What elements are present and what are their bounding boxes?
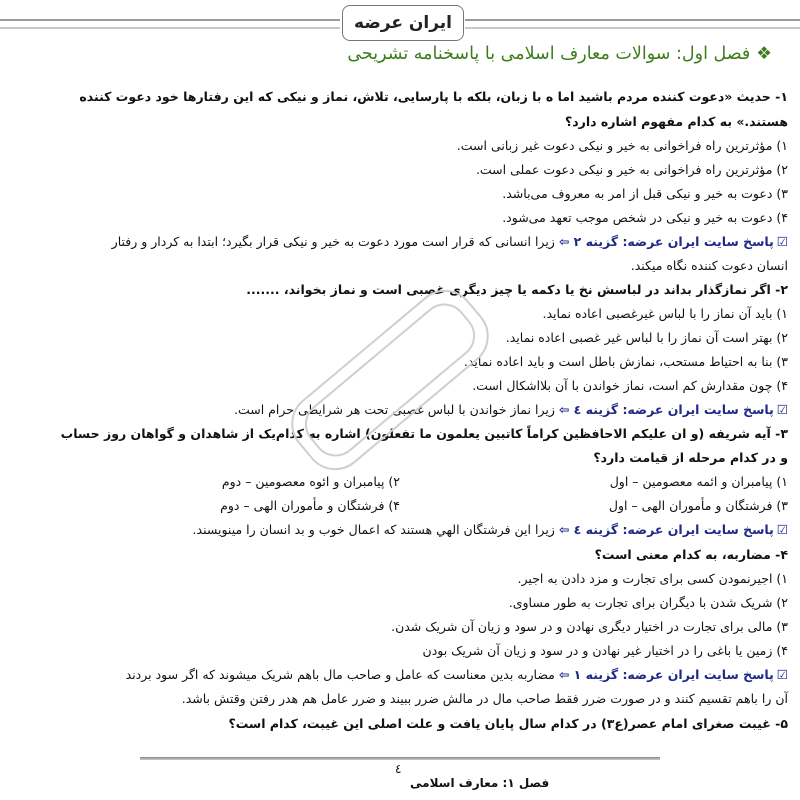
checkbox-icon: ☑ [776,234,788,249]
answer-text: زیرا این فرشتگان الهي هستند که اعمال خوب و بد انسان را مینویسند. [192,522,555,537]
q1-answer-cont: انسان دعوت کننده نگاه میکند. [630,258,788,273]
q2-option-4: ۴) چون مقدارش کم است، نماز خواندن با آن بلااشکال است. [472,378,788,393]
q2-answer [234,402,788,417]
checkbox-icon: ☑ [776,402,788,417]
site-logo [342,5,464,41]
question-5: ۵- غیبت صغرای امام عصر(ع۳) در کدام سال پایان یافت و علت اصلی این غیبت، کدام است؟ [228,716,788,731]
q1-answer [112,234,788,249]
question-3-line-2: و در کدام مرحله از قیامت دارد؟ [593,450,788,465]
question-4: ۴- مضاربه، به کدام معنی است؟ [594,547,788,562]
header-rule-left [0,19,340,29]
answer-text: زیرا نماز خواندن با لباس غصبی تحت هر شرایطی حرام است. [233,402,555,417]
q1-option-4: ۴) دعوت به خیر و نیکی در شخص موجب تعهد می‌شود. [502,210,788,225]
q1-option-2: ۲) مؤثرترین راه فراخوانی به خیر و نیکی دعوت عملی است. [475,162,788,177]
q3-answer [193,522,788,537]
question-2: ۲- اگر نمازگذار بداند در لباسش نخ یا دکمه یا چیز دیگری غصبی است و نماز بخواند، ....... [246,282,788,297]
chapter-title-text: فصل اول: سوالات معارف اسلامی با پاسخنامه تشریحی [347,44,751,64]
answer-label: پاسخ سایت ایران عرضه: گزینه ٤ ⇦ [558,402,774,417]
q3-option-1: ۱) پیامبران و ائمه معصومین – اول [609,474,788,489]
four-diamond-bullet-icon: ❖ [756,44,772,64]
question-1-line-2: هستند.» به کدام مفهوم اشاره دارد؟ [565,114,788,129]
answer-text: زیرا انسانی که قرار است مورد دعوت به خیر و نیکی قرار بگیرد؛ ابتدا به کردار و رفتار [111,234,555,249]
answer-label: پاسخ سایت ایران عرضه: گزینه ۱ ⇦ [558,667,774,682]
answer-text: مضاربه بدین معناست که عامل و صاحب مال باهم شریک میشوند که اگر سود بردند [125,667,555,682]
q4-option-2: ۲) شریک شدن با دیگران برای تجارت به طور مساوی. [508,595,788,610]
answer-label: پاسخ سایت ایران عرضه: گزینه ٤ ⇦ [558,522,774,537]
q3-option-4: ۴) فرشتگان و مأموران الهی – دوم [220,498,400,513]
q4-answer-cont: آن را باهم تقسیم کنند و در صورت ضرر فقط صاحب مال در مالش ضرر ببیند و ضرر عامل هم هدر رفتن وقتش باشد. [181,691,788,706]
q4-option-4: ۴) زمین یا باغی را در اختیار غیر نهادن و در سود و زیان آن شریک بودن [422,643,788,658]
footer-chapter: فصل ۱: معارف اسلامی [410,776,550,790]
q1-option-1: ۱) مؤثرترین راه فراخوانی به خیر و نیکی دعوت غیر زبانی است. [456,138,788,153]
checkbox-icon: ☑ [776,667,788,682]
q2-option-1: ۱) باید آن نماز را با لباس غیرغصبی اعاده نماید. [542,306,788,321]
q2-option-3: ۳) بنا به احتیاط مستحب، نمازش باطل است و باید اعاده نماید. [463,354,788,369]
page-number: ٤ [395,762,402,776]
header-rule-right [465,19,800,29]
q3-option-2: ۲) پیامبران و ائوه معصومین – دوم [221,474,400,489]
q1-option-3: ۳) دعوت به خیر و نیکی قبل از امر به معروف می‌باشد. [502,186,788,201]
question-3-line-1: ۳- آیه شریفه (و ان علیکم الاحافظین کراماً کاتبین یعلمون ما تفعلون) اشاره به کدام‌یک از شاهدان و گواهان روز حساب [60,426,788,441]
q2-option-2: ۲) بهتر است آن نماز را با لباس غیر غصبی اعاده نماید. [505,330,788,345]
q4-option-3: ۳) مالی برای تجارت در اختیار دیگری نهادن و در سود و زیان آن شریک شدن. [391,619,788,634]
checkbox-icon: ☑ [776,522,788,537]
chapter-title [347,44,772,64]
footer-rule [140,757,660,760]
q3-option-3: ۳) فرشتگان و مأموران الهی – اول [608,498,788,513]
question-1-line-1: ۱- حدیث «دعوت کننده مردم باشید اما ه با زبان، بلکه با پارسایی، تلاش، نماز و نیکی که این رفتارها خود دعوت کننده [79,89,788,104]
q4-answer [126,667,788,682]
answer-label: پاسخ سایت ایران عرضه: گزینه ۲ ⇦ [558,234,774,249]
q4-option-1: ۱) اجیرنمودن کسی برای تجارت و مزد دادن به اجیر. [517,571,788,586]
logo-text: ایران عرضه [354,13,452,33]
